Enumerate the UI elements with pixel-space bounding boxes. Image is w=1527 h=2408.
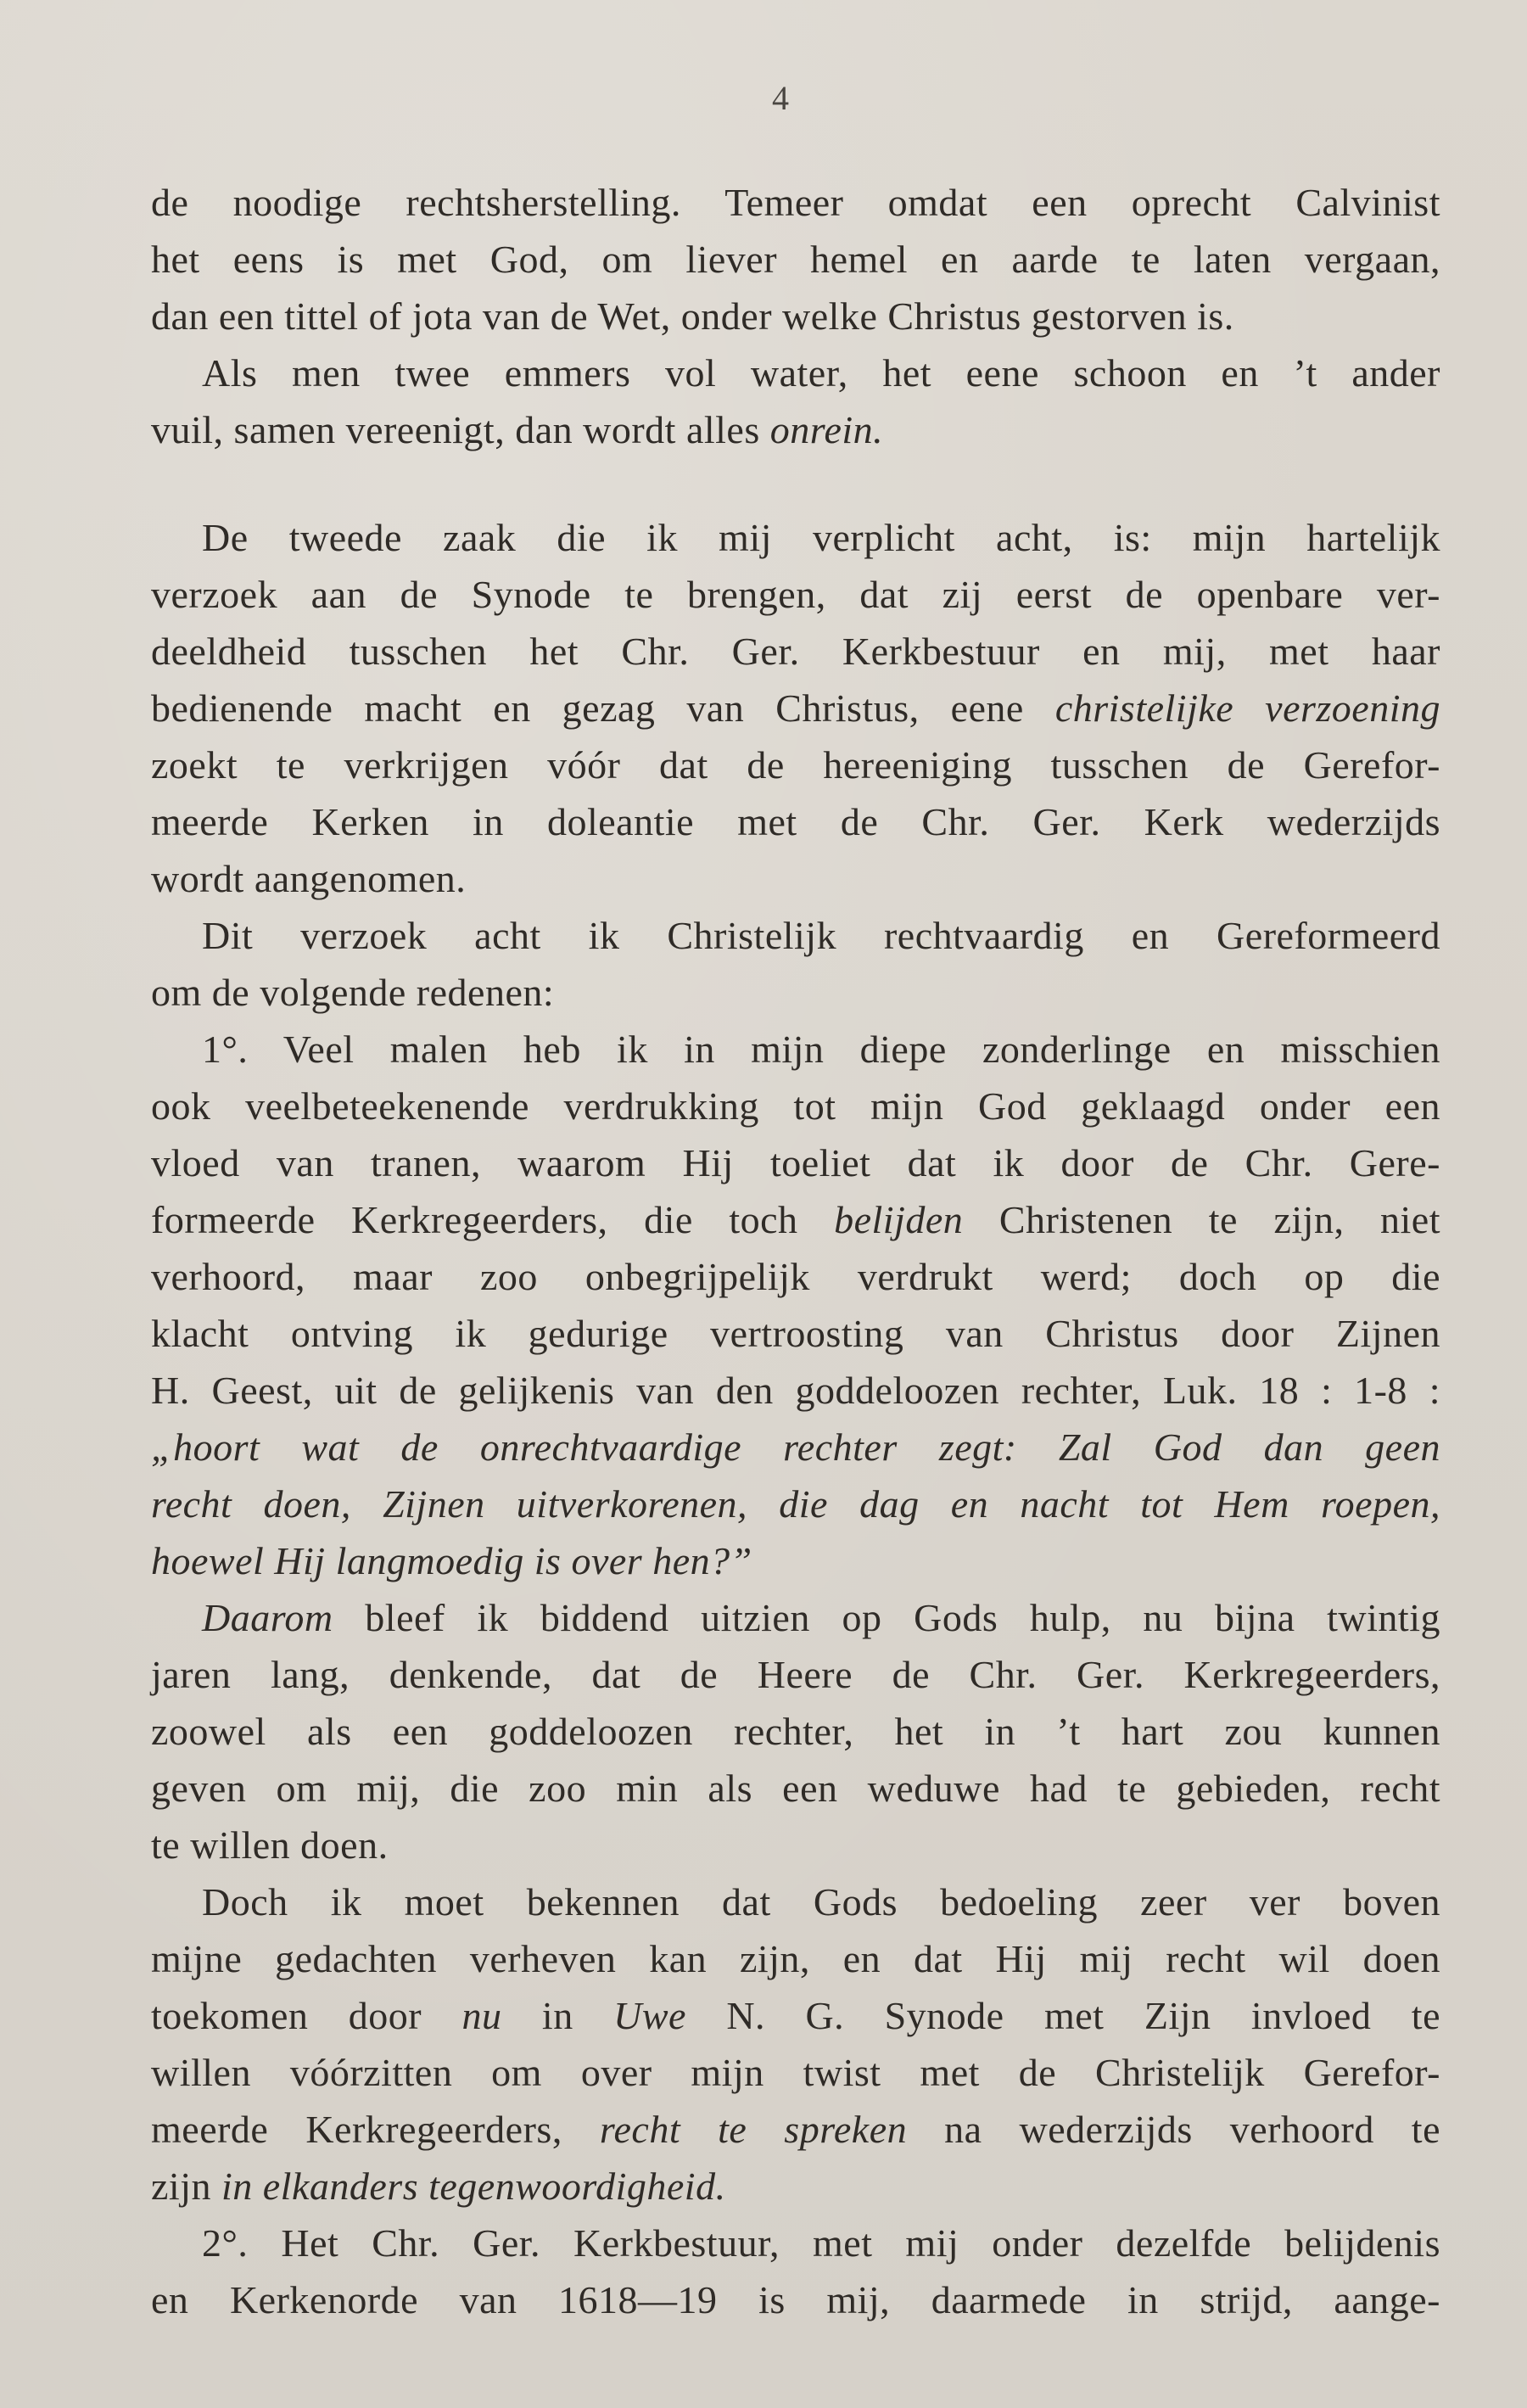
italic-span: „hoort wat de onrechtvaardige rechter zegt: Zal God dan geen	[151, 1425, 1440, 1469]
text-span: geven om mij, die zoo min als een weduwe had te gebieden, recht	[151, 1767, 1440, 1810]
italic-span: Daarom	[202, 1596, 333, 1639]
text-line	[151, 1248, 1440, 1305]
text-line	[151, 1987, 1440, 2044]
text-span: Dit verzoek acht ik Christelijk rechtvaardig en Gereformeerd	[202, 914, 1440, 957]
text-line	[151, 1191, 1440, 1248]
italic-span: recht doen, Zijnen uitverkorenen, die dag en nacht tot Hem roepen,	[151, 1482, 1440, 1526]
text-line	[151, 1817, 1440, 1873]
text-line	[151, 1703, 1440, 1760]
text-line	[151, 1760, 1440, 1817]
text-span: bleef ik biddend uitzien op Gods hulp, nu bijna twintig	[333, 1596, 1440, 1639]
text-span: om de volgende redenen:	[151, 971, 555, 1014]
text-span: dan een tittel of jota van de Wet, onder welke Christus gestorven is.	[151, 294, 1234, 338]
text-span: klacht ontving ik gedurige vertroosting van Christus door Zijnen	[151, 1312, 1440, 1355]
text-span: vloed van tranen, waarom Hij toeliet dat ik door de Chr. Gere-	[151, 1141, 1440, 1184]
text-span: te willen doen.	[151, 1823, 389, 1867]
text-span: Als men twee emmers vol water, het eene schoon en ’t ander	[202, 351, 1440, 395]
text-span: bedienende macht en gezag van Christus, eene	[151, 686, 1055, 730]
text-span: verhoord, maar zoo onbegrijpelijk verdrukt werd; doch op die	[151, 1255, 1440, 1298]
text-line	[151, 2271, 1440, 2328]
text-line	[151, 1362, 1440, 1419]
text-line	[151, 1476, 1440, 1532]
text-line	[151, 850, 1440, 907]
text-span: De tweede zaak die ik mij verplicht acht, is: mijn hartelijk	[202, 516, 1440, 559]
italic-span: hoewel Hij langmoedig is over hen?”	[151, 1539, 752, 1582]
text-span: verzoek aan de Synode te brengen, dat zij eerst de openbare ver-	[151, 573, 1440, 616]
italic-span: in elkanders tegenwoordigheid.	[221, 2164, 726, 2208]
text-span: het eens is met God, om liever hemel en aarde te laten vergaan,	[151, 238, 1440, 281]
text-line	[151, 1021, 1440, 1078]
text-span: deeldheid tusschen het Chr. Ger. Kerkbestuur en mij, met haar	[151, 630, 1440, 673]
text-span: zoekt te verkrijgen vóór dat de hereeniging tusschen de Gerefor-	[151, 743, 1440, 787]
text-span: Doch ik moet bekennen dat Gods bedoeling zeer ver boven	[202, 1880, 1440, 1924]
text-line	[151, 1532, 1440, 1589]
text-line	[151, 231, 1440, 288]
text-span: mijne gedachten verheven kan zijn, en dat Hij mij recht wil doen	[151, 1937, 1440, 1980]
text-span: zijn	[151, 2164, 221, 2208]
text-span: meerde Kerken in doleantie met de Chr. Ger. Kerk wederzijds	[151, 800, 1440, 843]
text-line	[151, 288, 1440, 344]
italic-span: recht te spreken	[599, 2108, 908, 2151]
text-span: na wederzijds verhoord te	[907, 2108, 1440, 2151]
text-span: vuil, samen vereenigt, dan wordt alles	[151, 408, 770, 451]
text-line	[151, 566, 1440, 623]
text-span: toekomen door	[151, 1994, 462, 2037]
text-span: Christenen te zijn, niet	[963, 1198, 1440, 1241]
text-span: de noodige rechtsherstelling. Temeer omdat een oprecht Calvinist	[151, 181, 1440, 224]
text-span: 1°. Veel malen heb ik in mijn diepe zonderlinge en misschien	[202, 1028, 1440, 1071]
text-line	[151, 2215, 1440, 2271]
text-span: N. G. Synode met Zijn invloed te	[685, 1994, 1440, 2037]
text-span: in	[501, 1994, 614, 2037]
paragraph-gap	[151, 458, 1440, 509]
text-span: en Kerkenorde van 1618—19 is mij, daarmede in strijd, aange-	[151, 2278, 1440, 2321]
italic-span: nu	[461, 1994, 502, 2037]
text-line	[151, 907, 1440, 964]
text-span: wordt aangenomen.	[151, 857, 467, 900]
text-line	[151, 1134, 1440, 1191]
text-line	[151, 509, 1440, 566]
text-span: ook veelbeteekenende verdrukking tot mijn God geklaagd onder een	[151, 1084, 1440, 1128]
text-line	[151, 623, 1440, 680]
text-span: willen vóórzitten om over mijn twist met de Christelijk Gerefor-	[151, 2051, 1440, 2094]
text-span: 2°. Het Chr. Ger. Kerkbestuur, met mij onder dezelfde belijdenis	[202, 2221, 1440, 2265]
text-line	[151, 680, 1440, 736]
text-line	[151, 2101, 1440, 2158]
text-line	[151, 401, 1440, 458]
text-line	[151, 1589, 1440, 1646]
text-line	[151, 964, 1440, 1021]
text-line	[151, 793, 1440, 850]
text-line	[151, 1873, 1440, 1930]
italic-span: onrein.	[769, 408, 884, 451]
text-span: formeerde Kerkregeerders, die toch	[151, 1198, 835, 1241]
text-line	[151, 174, 1440, 231]
text-line	[151, 1419, 1440, 1476]
italic-span: belijden	[834, 1198, 964, 1241]
text-span: jaren lang, denkende, dat de Heere de Chr. Ger. Kerkregeerders,	[151, 1653, 1440, 1696]
text-line	[151, 2158, 1440, 2215]
text-line	[151, 1078, 1440, 1134]
text-span: zoowel als een goddeloozen rechter, het in ’t hart zou kunnen	[151, 1710, 1440, 1753]
text-line	[151, 1646, 1440, 1703]
italic-span: Uwe	[613, 1994, 686, 2037]
text-line	[151, 736, 1440, 793]
text-line	[151, 344, 1440, 401]
text-span: H. Geest, uit de gelijkenis van den goddeloozen rechter, Luk. 18 : 1-8 :	[151, 1369, 1440, 1412]
page-body-text	[151, 174, 1440, 2328]
italic-span: christelijke verzoening	[1054, 686, 1440, 730]
text-line	[151, 2044, 1440, 2101]
text-line	[151, 1930, 1440, 1987]
text-span: meerde Kerkregeerders,	[151, 2108, 600, 2151]
text-line	[151, 1305, 1440, 1362]
page-number: 4	[772, 79, 789, 117]
